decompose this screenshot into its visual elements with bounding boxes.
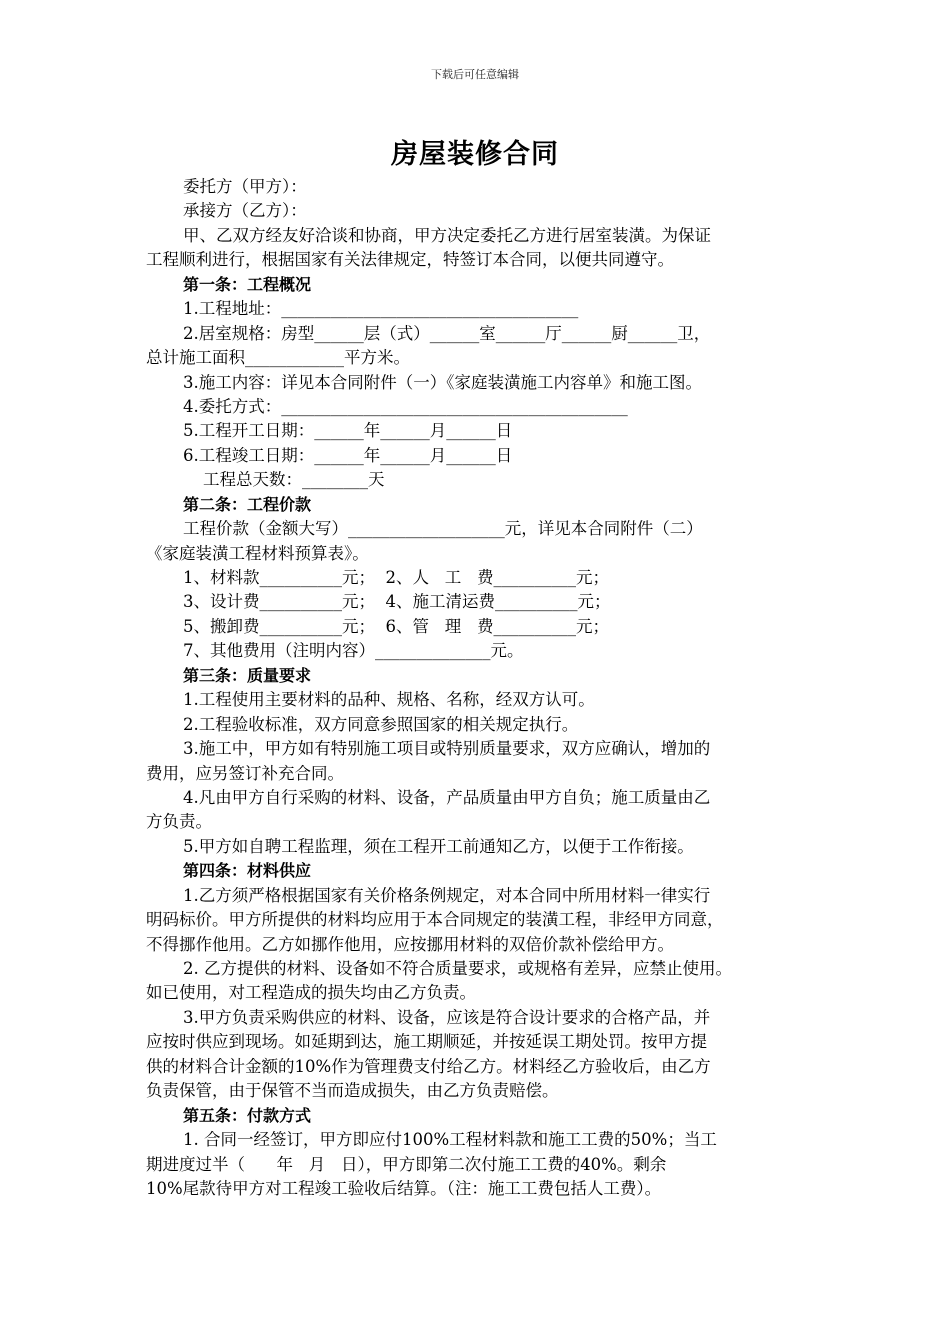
body-line: 工程价款（金额大写）___________________元，详见本合同附件（二） — [183, 519, 703, 539]
contract-title: 房屋装修合同 — [391, 139, 559, 170]
body-line: 2. 乙方提供的材料、设备如不符合质量要求，或规格有差异，应禁止使用。 — [183, 959, 732, 978]
body-line: 5.工程开工日期：______年______月______日 — [183, 421, 513, 441]
body-line: 1.工程使用主要材料的品种、规格、名称，经双方认可。 — [183, 690, 595, 710]
body-line: 负责保管，由于保管不当而造成损失，由乙方负责赔偿。 — [146, 1081, 559, 1101]
section-heading: 第五条：付款方式 — [183, 1105, 312, 1125]
body-line: 4.凡由甲方自行采购的材料、设备，产品质量由甲方自负；施工质量由乙 — [183, 787, 711, 807]
body-line: 5、搬卸费__________元； 6、管 理 费__________元； — [183, 616, 609, 636]
body-line: 委托方（甲方）： — [183, 177, 307, 196]
body-line: 10%尾款待甲方对工程竣工验收后结算。（注：施工工费包括人工费）。 — [146, 1178, 662, 1198]
body-line: 不得挪作他用。乙方如挪作他用，应按挪用材料的双倍价款补偿给甲方。 — [146, 934, 674, 954]
body-line: 2.工程验收标准，双方同意参照国家的相关规定执行。 — [183, 714, 579, 734]
body-line: 1.工程地址：____________________________________ — [183, 299, 579, 319]
body-line: 承接方（乙方）： — [183, 201, 307, 221]
body-line: 明码标价。甲方所提供的材料均应用于本合同规定的装潢工程，非经甲方同意， — [146, 910, 724, 930]
body-line: 1.乙方须严格根据国家有关价格条例规定，对本合同中所用材料一律实行 — [183, 885, 711, 905]
body-line: 5.甲方如自聘工程监理，须在工程开工前通知乙方，以便于工作衔接。 — [183, 836, 694, 856]
body-line: 方负责。 — [146, 812, 212, 832]
header-note: 下载后可任意编辑 — [431, 68, 519, 81]
body-line: 应按时供应到现场。如延期到达，施工期顺延，并按延误工期处罚。按甲方提 — [146, 1032, 707, 1052]
body-line: 如已使用，对工程造成的损失均由乙方负责。 — [146, 983, 476, 1003]
body-line: 6.工程竣工日期：______年______月______日 — [183, 445, 513, 465]
body-line: 总计施工面积____________平方米。 — [146, 348, 410, 368]
body-line: 3.施工内容：详见本合同附件（一）《家庭装潢施工内容单》和施工图。 — [183, 372, 702, 392]
body-line: 2.居室规格：房型______层（式）______室______厅______厨______卫， — [183, 323, 711, 343]
contract-body — [146, 175, 816, 1201]
body-line: 《家庭装潢工程材料预算表》。 — [146, 543, 369, 563]
body-line: 期进度过半（ 年 月 日），甲方即第二次付施工工费的40%。剩余 — [146, 1154, 667, 1174]
body-line: 供的材料合计金额的10%作为管理费支付给乙方。材料经乙方验收后，由乙方 — [146, 1056, 711, 1076]
body-line: 工程顺利进行，根据国家有关法律规定，特签订本合同，以便共同遵守。 — [146, 250, 674, 270]
body-line: 4.委托方式：__________________________________________ — [183, 396, 628, 416]
section-heading: 第二条：工程价款 — [183, 494, 312, 514]
body-line: 1. 合同一经签订，甲方即应付100%工程材料款和施工工费的50%；当工 — [183, 1130, 717, 1150]
body-line: 3.施工中，甲方如有特别施工项目或特别质量要求，双方应确认，增加的 — [183, 739, 711, 759]
body-line: 1、材料款__________元； 2、人 工 费__________元； — [183, 568, 609, 587]
body-line: 工程总天数：________天 — [203, 470, 385, 490]
body-line: 7、其他费用（注明内容）______________元。 — [183, 641, 524, 661]
body-line: 3.甲方负责采购供应的材料、设备，应该是符合设计要求的合格产品，并 — [183, 1007, 711, 1027]
section-heading: 第四条：材料供应 — [183, 861, 312, 881]
section-heading: 第一条：工程概况 — [183, 274, 312, 294]
body-line: 甲、乙双方经友好洽谈和协商，甲方决定委托乙方进行居室装潢。为保证 — [183, 225, 711, 245]
body-line: 3、设计费__________元； 4、施工清运费__________元； — [183, 592, 611, 612]
body-line: 费用，应另签订补充合同。 — [146, 763, 344, 783]
section-heading: 第三条：质量要求 — [183, 665, 312, 685]
